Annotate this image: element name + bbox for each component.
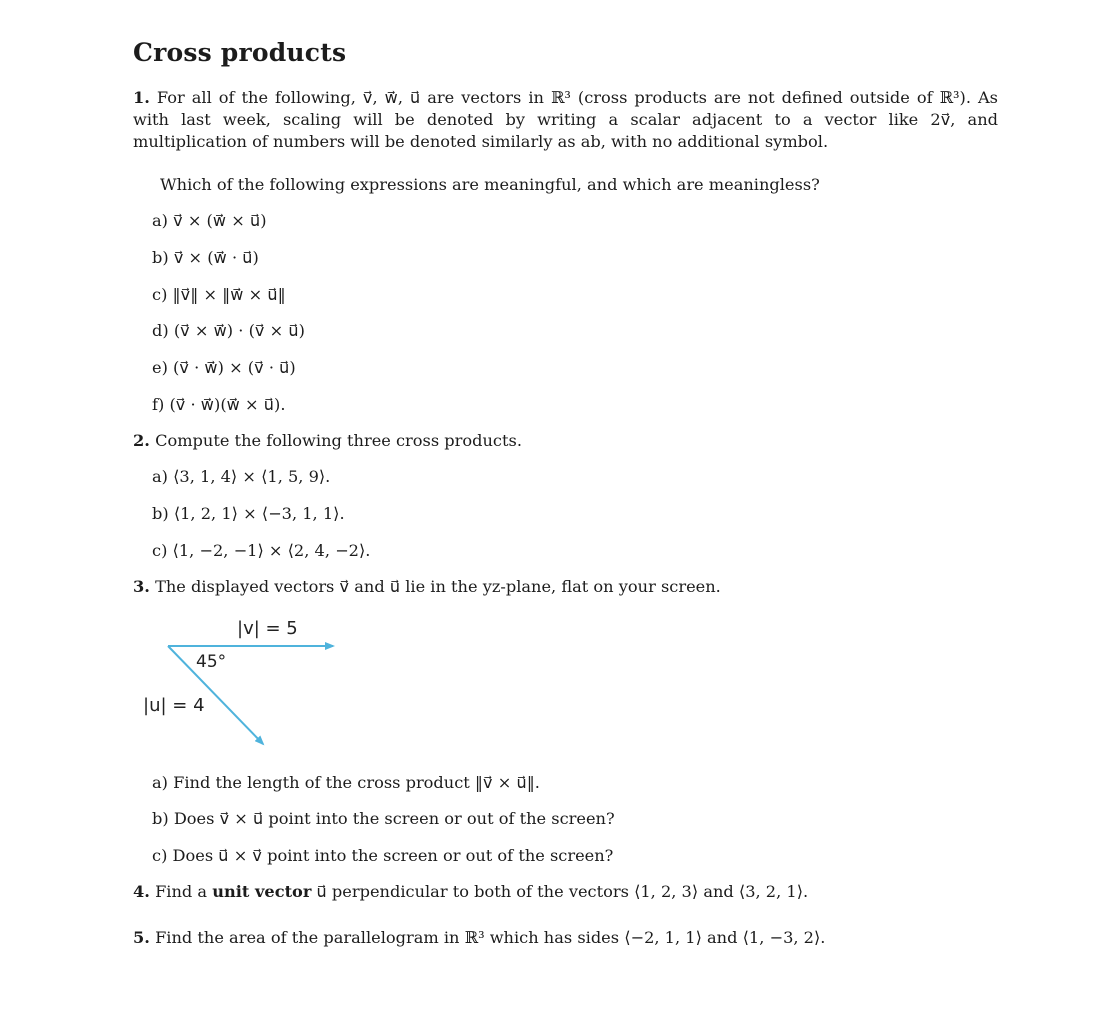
question-2-text: Compute the following three cross products. xyxy=(155,431,522,450)
q1-item-a: a) v⃗ × (w⃗ × u⃗) xyxy=(152,211,267,230)
question-3-number: 3. xyxy=(133,577,150,596)
q2-item-c: c) ⟨1, −2, −1⟩ × ⟨2, 4, −2⟩. xyxy=(152,541,371,560)
question-5 xyxy=(133,928,825,947)
question-1-number: 1. xyxy=(133,88,150,107)
question-4-number: 4. xyxy=(133,882,150,901)
question-3-text: The displayed vectors v⃗ and u⃗ lie in the yz-plane, flat on your screen. xyxy=(155,577,721,596)
question-5-text: Find the area of the parallelogram in ℝ³ which has sides ⟨−2, 1, 1⟩ and ⟨1, −3, 2⟩. xyxy=(155,928,826,947)
question-1-prompt: Which of the following expressions are meaningful, and which are meaningless? xyxy=(160,175,820,194)
q1-item-d: d) (v⃗ × w⃗) · (v⃗ × u⃗) xyxy=(152,321,305,340)
question-5-number: 5. xyxy=(133,928,150,947)
v-magnitude-label: |v| = 5 xyxy=(237,618,298,639)
q1-item-e: e) (v⃗ · w⃗) × (v⃗ · u⃗) xyxy=(152,358,296,377)
q3-item-b: b) Does v⃗ × u⃗ point into the screen or out of the screen? xyxy=(152,809,615,828)
q1-item-c: c) ‖v⃗‖ × ‖w⃗ × u⃗‖ xyxy=(152,285,286,304)
q1-item-b: b) v⃗ × (w⃗ · u⃗) xyxy=(152,248,259,267)
angle-label: 45° xyxy=(196,652,227,672)
question-1-text: For all of the following, v⃗, w⃗, u⃗ are vectors in ℝ³ (cross products are not defined outside of ℝ³). As with last week, scaling will be denoted by writing a scalar adjacent to a vector like 2v⃗, and multiplication of numbers will be denoted similarly as ab, with no additional symbol. xyxy=(133,88,998,151)
q2-item-a: a) ⟨3, 1, 4⟩ × ⟨1, 5, 9⟩. xyxy=(152,467,331,486)
question-4-post: u⃗ perpendicular to both of the vectors ⟨1, 2, 3⟩ and ⟨3, 2, 1⟩. xyxy=(311,882,809,901)
q3-item-a: a) Find the length of the cross product ‖v⃗ × u⃗‖. xyxy=(152,773,540,792)
u-magnitude-label: |u| = 4 xyxy=(143,695,205,716)
page-title: Cross products xyxy=(133,38,347,67)
question-4-pre: Find a xyxy=(155,882,213,901)
question-4 xyxy=(133,882,808,901)
q1-item-f: f) (v⃗ · w⃗)(w⃗ × u⃗). xyxy=(152,395,286,414)
q3-item-c: c) Does u⃗ × v⃗ point into the screen or out of the screen? xyxy=(152,846,614,865)
q2-item-b: b) ⟨1, 2, 1⟩ × ⟨−3, 1, 1⟩. xyxy=(152,504,345,523)
question-4-bold: unit vector xyxy=(212,882,312,901)
question-2-number: 2. xyxy=(133,431,150,450)
